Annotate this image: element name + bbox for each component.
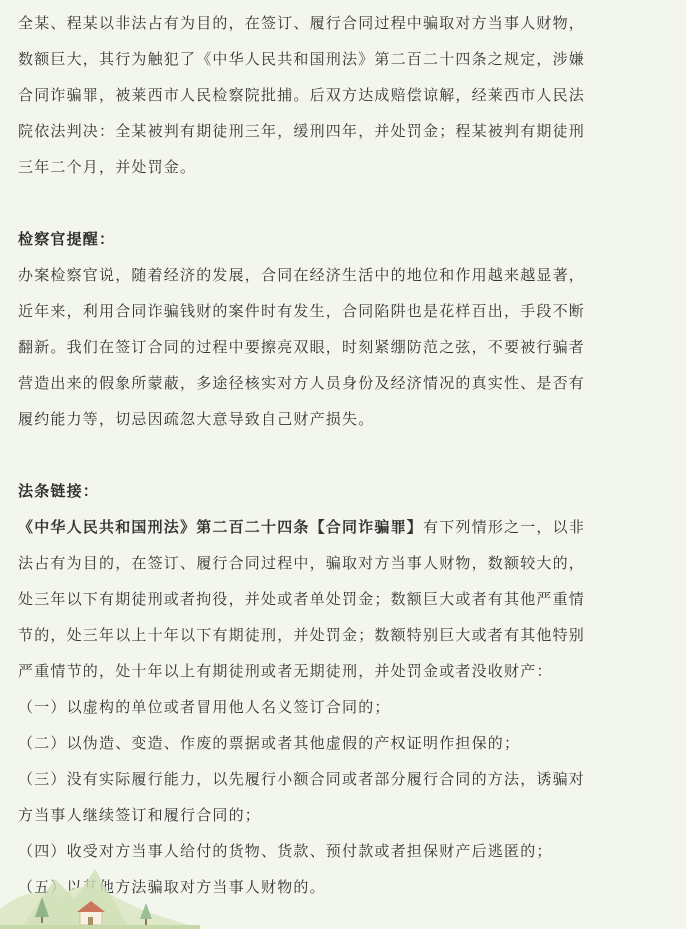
law-line: 处三年以下有期徒刑或者拘役，并处或者单处罚金；数额巨大或者有其他严重情 [18, 590, 586, 608]
case-paragraph [18, 5, 664, 185]
law-heading: 法条链接： [18, 482, 100, 500]
landscape-decoration-image [0, 839, 200, 929]
law-line: 节的，处三年以上十年以下有期徒刑，并处罚金；数额特别巨大或者有其他特别 [18, 626, 586, 644]
spacer [0, 185, 686, 221]
reminder-line: 履约能力等，切忌因疏忽大意导致自己财产损失。 [18, 410, 375, 428]
reminder-heading: 检察官提醒： [18, 230, 116, 248]
law-line-rest: 有下列情形之一，以非 [423, 518, 586, 536]
case-line: 三年二个月，并处罚金。 [18, 158, 197, 176]
law-item: （一）以虚构的单位或者冒用他人名义签订合同的； [18, 698, 391, 716]
reminder-line: 翻新。我们在签订合同的过程中要擦亮双眼，时刻紧绷防范之弦，不要被行骗者 [18, 338, 586, 356]
case-line: 全某、程某以非法占有为目的，在签订、履行合同过程中骗取对方当事人财物， [18, 14, 586, 32]
reminder-line: 营造出来的假象所蒙蔽，多途径核实对方人员身份及经济情况的真实性、是否有 [18, 374, 586, 392]
law-item: （三）没有实际履行能力，以先履行小额合同或者部分履行合同的方法，诱骗对 [18, 770, 586, 788]
case-line: 院依法判决：全某被判有期徒刑三年，缓刑四年，并处罚金；程某被判有期徒刑 [18, 122, 586, 140]
case-line: 合同诈骗罪，被莱西市人民检察院批捕。后双方达成赔偿谅解，经莱西市人民法 [18, 86, 586, 104]
article-body [0, 5, 686, 905]
reminder-line: 办案检察官说，随着经济的发展，合同在经济生活中的地位和作用越来越显著， [18, 266, 586, 284]
law-line: 法占有为目的，在签订、履行合同过程中，骗取对方当事人财物，数额较大的， [18, 554, 586, 572]
reminder-line: 近年来，利用合同诈骗钱财的案件时有发生，合同陷阱也是花样百出，手段不断 [18, 302, 586, 320]
law-article-title: 《中华人民共和国刑法》第二百二十四条【合同诈骗罪】 [18, 518, 424, 536]
law-item: （二）以伪造、变造、作废的票据或者其他虚假的产权证明作担保的； [18, 734, 521, 752]
reminder-paragraph [18, 257, 664, 437]
law-line: 严重情节的，处十年以上有期徒刑或者无期徒刑，并处罚金或者没收财产： [18, 662, 553, 680]
case-line: 数额巨大，其行为触犯了《中华人民共和国刑法》第二百二十四条之规定，涉嫌 [18, 50, 586, 68]
spacer [0, 437, 686, 473]
law-item: （五）以其他方法骗取对方当事人财物的。 [18, 878, 326, 896]
law-item: （四）收受对方当事人给付的货物、货款、预付款或者担保财产后逃匿的； [18, 842, 553, 860]
law-item-continuation: 方当事人继续签订和履行合同的； [18, 806, 262, 824]
law-line [18, 509, 664, 545]
